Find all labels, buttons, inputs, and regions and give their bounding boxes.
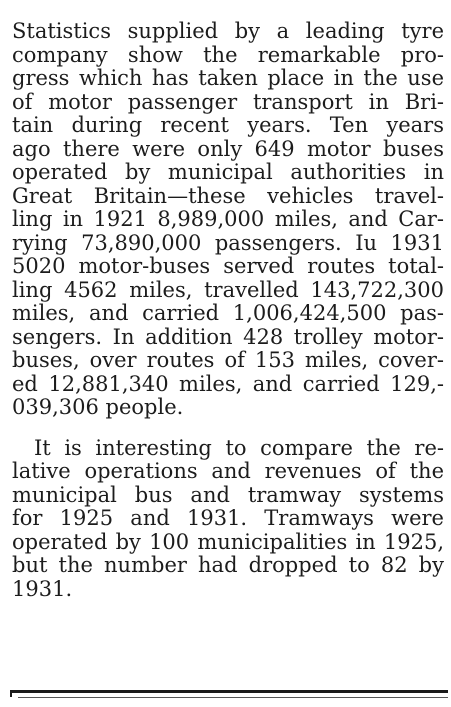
text-line: of motor passenger transport in Bri-: [12, 90, 444, 114]
text-line: Great Britain—these vehicles travel-: [12, 184, 444, 208]
text-line: 039,306 people.: [12, 396, 184, 419]
paragraph-2: [12, 437, 444, 602]
text-line: tain during recent years. Ten years: [12, 114, 444, 137]
text-line: 5020 motor-buses served routes total-: [12, 255, 444, 278]
paragraph-1: [12, 20, 444, 420]
text-line: buses, over routes of 153 miles, cover-: [12, 349, 444, 372]
text-line: rying 73,890,000 passengers. Iu 1931: [12, 231, 444, 255]
section-divider-rule: [10, 690, 448, 697]
text-line: Statistics supplied by a leading tyre: [12, 20, 444, 43]
text-line: miles, and carried 1,006,424,500 pas-: [12, 302, 444, 325]
text-line: operated by municipal authorities in: [12, 161, 444, 184]
text-line: but the number had dropped to 82 by: [12, 554, 444, 577]
text-line: ling 4562 miles, travelled 143,722,300: [12, 278, 444, 302]
text-line: company show the remarkable pro-: [12, 43, 444, 67]
text-line: gress which has taken place in the use: [12, 67, 444, 90]
article-column: [12, 20, 444, 601]
text-line: municipal bus and tramway systems: [12, 483, 444, 507]
text-line: ed 12,881,340 miles, and carried 129,-: [12, 372, 444, 396]
text-line: It is interesting to compare the re-: [34, 436, 444, 460]
text-line: operated by 100 municipalities in 1925,: [12, 530, 444, 554]
text-line: ling in 1921 8,989,000 miles, and Car-: [12, 208, 444, 231]
text-line: sengers. In addition 428 trolley motor-: [12, 325, 444, 349]
text-line: ago there were only 649 motor buses: [12, 137, 444, 161]
text-line: 1931.: [12, 577, 73, 601]
text-line: lative operations and revenues of the: [12, 460, 444, 483]
text-line: for 1925 and 1931. Tramways were: [12, 507, 444, 530]
